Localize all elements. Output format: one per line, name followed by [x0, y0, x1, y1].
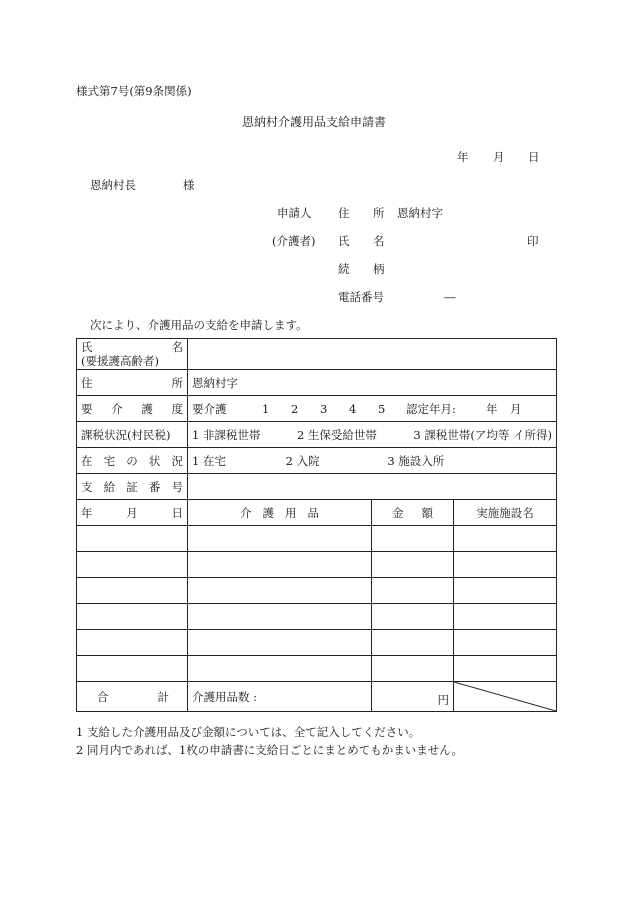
- application-table: [76, 338, 557, 712]
- elder-address-field[interactable]: [188, 370, 557, 396]
- certified-year: 年: [486, 401, 498, 416]
- entry-facility-cell[interactable]: [454, 552, 557, 578]
- item-count-field[interactable]: [188, 682, 372, 712]
- home-option-3[interactable]: 3 施設入所: [387, 453, 445, 468]
- certified-month: 月: [510, 401, 522, 416]
- row-headers: [77, 500, 557, 526]
- care-level-2[interactable]: 2: [291, 401, 299, 416]
- entry-facility-cell[interactable]: [454, 604, 557, 630]
- row-total: [77, 682, 557, 712]
- home-option-1[interactable]: 1 在宅: [192, 453, 226, 468]
- entry-facility-cell[interactable]: [454, 526, 557, 552]
- total-amount-field[interactable]: [372, 682, 454, 712]
- elder-name-label-1: 氏: [81, 340, 93, 354]
- date-year: 年: [457, 150, 469, 164]
- row-care-level: [77, 396, 557, 422]
- elder-address-value: 恩納村字: [192, 375, 238, 390]
- entry-date-cell[interactable]: [77, 578, 188, 604]
- applicant-address-label-2: 所: [373, 206, 385, 220]
- care-level-5[interactable]: 5: [378, 401, 386, 416]
- diagonal-cell: [454, 682, 557, 712]
- entry-facility-cell[interactable]: [454, 630, 557, 656]
- caregiver-label: (介護者): [272, 234, 316, 248]
- table-row: [77, 604, 557, 630]
- row-elder-address: [77, 370, 557, 396]
- tax-status-field[interactable]: [188, 422, 557, 448]
- table-row: [77, 656, 557, 682]
- page-title: 恩納村介護用品支給申請書: [242, 115, 387, 129]
- form-number: 様式第7号(第9条関係): [76, 84, 192, 98]
- date-month: 月: [493, 150, 505, 164]
- entry-item-cell[interactable]: [188, 578, 372, 604]
- entry-item-cell[interactable]: [188, 526, 372, 552]
- total-label: 合 計: [77, 682, 188, 712]
- table-row: [77, 526, 557, 552]
- entry-amount-cell[interactable]: [372, 526, 454, 552]
- tax-option-3[interactable]: 3 課税世帯(ア均等 イ所得): [413, 427, 552, 442]
- tax-status-label: 課税状況(村民税): [77, 422, 188, 448]
- entry-facility-cell[interactable]: [454, 656, 557, 682]
- entry-amount-cell[interactable]: [372, 604, 454, 630]
- tax-option-2[interactable]: 2 生保受給世帯: [296, 427, 377, 442]
- entry-date-cell[interactable]: [77, 604, 188, 630]
- elder-name-sublabel: (要援護高齢者): [81, 354, 159, 368]
- elder-name-label: [77, 339, 188, 370]
- row-tax-status: [77, 422, 557, 448]
- header-item: 介 護 用 品: [188, 500, 372, 526]
- entry-facility-cell[interactable]: [454, 578, 557, 604]
- elder-name-label-2: 名: [171, 340, 183, 354]
- applicant-address-label-1: 住: [338, 206, 350, 220]
- row-cert-number: [77, 474, 557, 500]
- header-facility: 実施施設名: [454, 500, 557, 526]
- yen-unit: 円: [437, 693, 449, 707]
- entry-date-cell[interactable]: [77, 526, 188, 552]
- applicant-address-value: 恩納村字: [397, 206, 443, 220]
- elder-address-label: 住 所: [77, 370, 188, 396]
- intro-text: 次により、介護用品の支給を申請します。: [90, 318, 308, 332]
- relation-label-1: 続: [338, 262, 350, 276]
- care-level-4[interactable]: 4: [349, 401, 357, 416]
- table-row: [77, 552, 557, 578]
- entry-date-cell[interactable]: [77, 630, 188, 656]
- applicant-label: 申請人: [277, 206, 312, 220]
- entry-item-cell[interactable]: [188, 552, 372, 578]
- item-count-label: 介護用品数 :: [192, 689, 258, 704]
- note-2: 2 同月内であれば、1枚の申請書に支給日ごとにまとめてもかまいません。: [76, 743, 463, 757]
- entry-date-cell[interactable]: [77, 552, 188, 578]
- care-level-1[interactable]: 1: [262, 401, 270, 416]
- header-amount: 金 額: [372, 500, 454, 526]
- relation-label-2: 柄: [373, 262, 385, 276]
- cert-number-label: 支 給 証 番 号: [77, 474, 188, 500]
- care-level-field[interactable]: [188, 396, 557, 422]
- entry-item-cell[interactable]: [188, 656, 372, 682]
- addressee-honorific: 様: [183, 178, 195, 192]
- tax-option-1[interactable]: 1 非課税世帯: [192, 427, 261, 442]
- entry-date-cell[interactable]: [77, 656, 188, 682]
- date-day: 日: [528, 150, 540, 164]
- note-1: 1 支給した介護用品及び金額については、全て記入してください。: [76, 725, 421, 739]
- seal-mark: 印: [527, 234, 539, 248]
- entry-item-cell[interactable]: [188, 604, 372, 630]
- entry-item-cell[interactable]: [188, 630, 372, 656]
- care-text: 要介護: [192, 401, 227, 416]
- home-option-2[interactable]: 2 入院: [285, 453, 320, 468]
- home-status-label: 在 宅 の 状 況: [77, 448, 188, 474]
- entry-amount-cell[interactable]: [372, 630, 454, 656]
- elder-name-field[interactable]: [188, 339, 557, 370]
- diagonal-line: [454, 682, 556, 711]
- header-date: 年 月 日: [77, 500, 188, 526]
- row-elder-name: [77, 339, 557, 370]
- applicant-name-label-1: 氏: [338, 234, 350, 248]
- table-row: [77, 630, 557, 656]
- home-status-field[interactable]: [188, 448, 557, 474]
- cert-number-field[interactable]: [188, 474, 557, 500]
- care-level-3[interactable]: 3: [320, 401, 328, 416]
- entry-amount-cell[interactable]: [372, 552, 454, 578]
- care-level-label: 要 介 護 度: [77, 396, 188, 422]
- entry-amount-cell[interactable]: [372, 578, 454, 604]
- entry-amount-cell[interactable]: [372, 656, 454, 682]
- phone-label: 電話番号: [338, 290, 384, 304]
- row-home-status: [77, 448, 557, 474]
- applicant-name-label-2: 名: [373, 234, 385, 248]
- certified-label: 認定年月:: [406, 401, 456, 416]
- addressee-name: 恩納村長: [90, 178, 136, 192]
- phone-dash: ―: [444, 290, 456, 304]
- table-row: [77, 578, 557, 604]
